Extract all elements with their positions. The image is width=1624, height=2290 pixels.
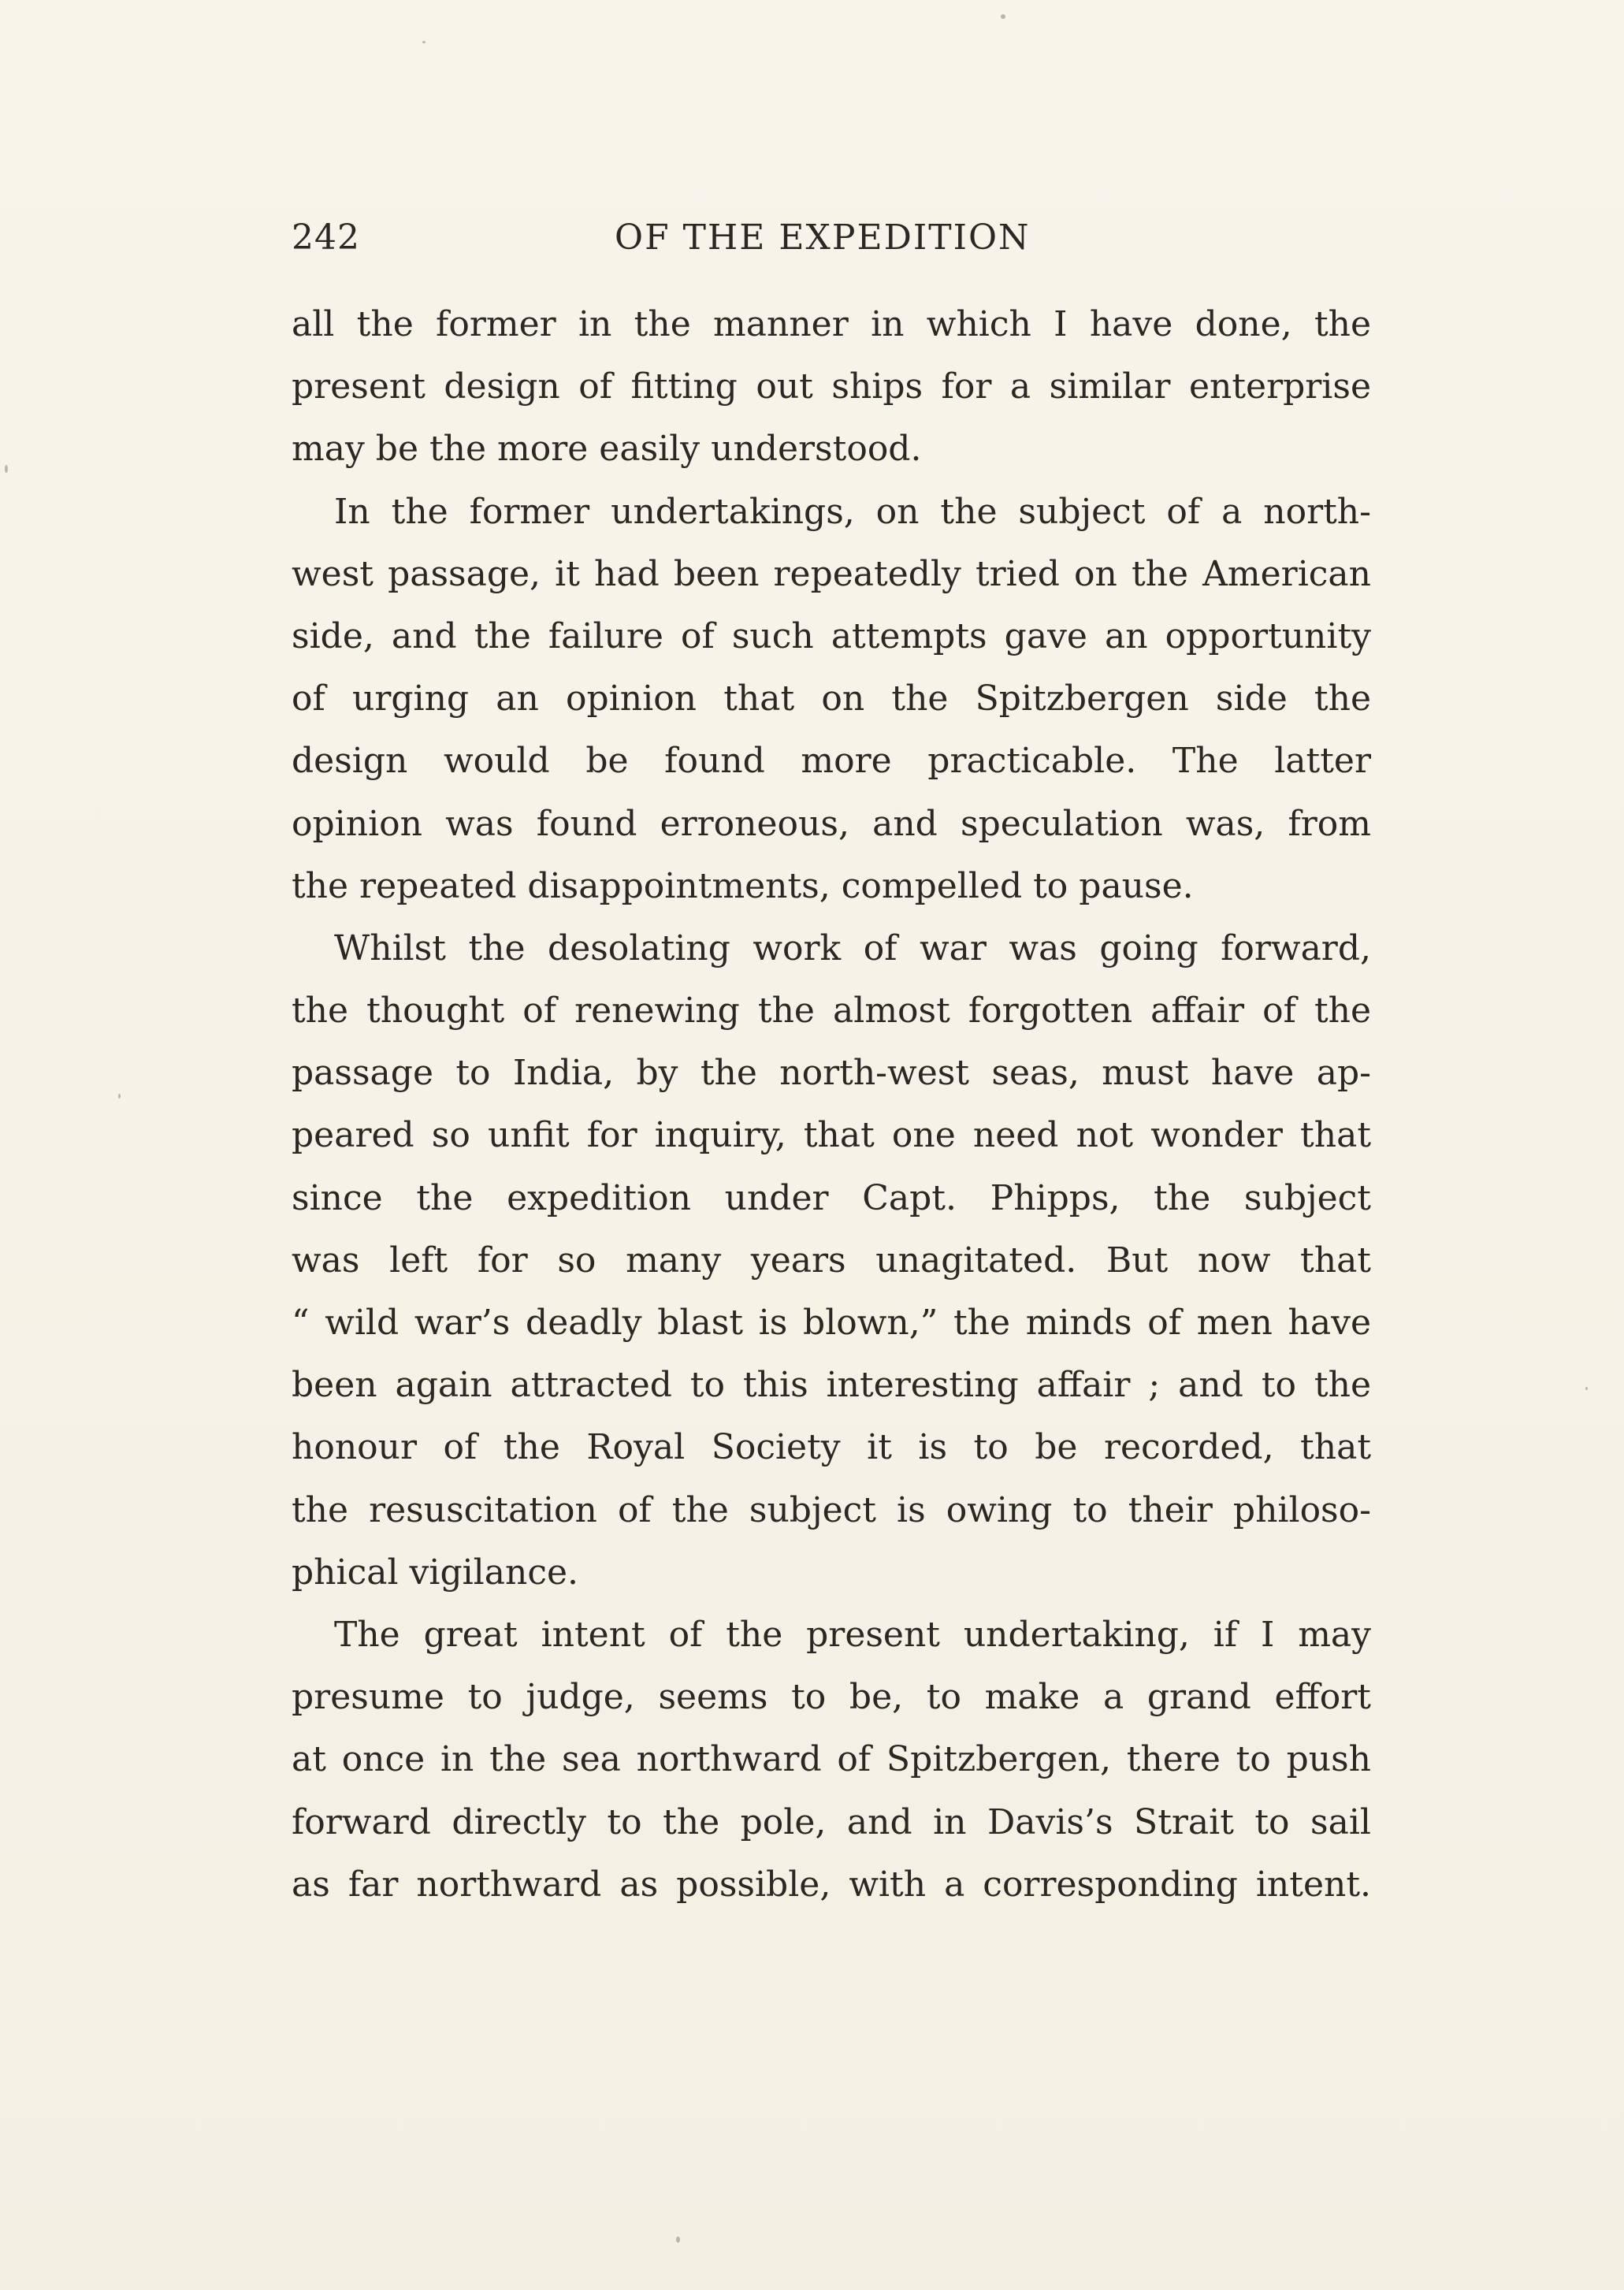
text-line: was left for so many years unagitated. But now that xyxy=(292,1240,1371,1281)
text-line: opinion was found erroneous, and speculation was, from xyxy=(292,803,1371,844)
text-line: since the expedition under Capt. Phipps, the subject xyxy=(292,1177,1371,1218)
text-line: phical vigilance. xyxy=(292,1552,578,1593)
text-line: peared so unfit for inquiry, that one need not wonder that xyxy=(292,1115,1371,1156)
running-head-title: OF THE EXPEDITION xyxy=(615,217,1031,258)
text-line: present design of fitting out ships for a similar enterprise xyxy=(292,366,1371,407)
paper-speck xyxy=(118,1094,121,1099)
text-line: In the former undertakings, on the subject of a north- xyxy=(334,491,1371,532)
text-line: forward directly to the pole, and in Davis’s Strait to sail xyxy=(292,1801,1371,1842)
text-line: west passage, it had been repeatedly tried on the American xyxy=(292,553,1371,594)
text-line: passage to India, by the north-west seas, must have ap- xyxy=(292,1053,1371,1094)
text-line: all the former in the manner in which I have done, the xyxy=(292,304,1371,344)
text-line: as far northward as possible, with a corresponding intent. xyxy=(292,1864,1371,1905)
text-line: the repeated disappointments, compelled to pause. xyxy=(292,865,1194,906)
text-line: the resuscitation of the subject is owing to their philoso- xyxy=(292,1489,1371,1530)
text-line: design would be found more practicable. The latter xyxy=(292,741,1371,782)
text-line: side, and the failure of such attempts gave an opportunity xyxy=(292,615,1371,656)
text-line: “ wild war’s deadly blast is blown,” the minds of men have xyxy=(292,1303,1371,1343)
text-line: of urging an opinion that on the Spitzbergen side the xyxy=(292,678,1371,719)
body-text xyxy=(292,293,1371,1916)
text-line: presume to judge, seems to be, to make a grand effort xyxy=(292,1677,1371,1718)
paper-speck xyxy=(1001,14,1005,19)
text-line: honour of the Royal Society it is to be recorded, that xyxy=(292,1427,1371,1468)
text-line: Whilst the desolating work of war was going forward, xyxy=(334,928,1371,968)
text-line: The great intent of the present undertaking, if I may xyxy=(334,1614,1371,1655)
paper-speck xyxy=(5,465,8,473)
text-line: the thought of renewing the almost forgotten affair of the xyxy=(292,991,1371,1032)
paper-speck xyxy=(422,41,426,43)
paper-speck xyxy=(676,2236,680,2243)
running-head xyxy=(292,206,1371,270)
text-line: at once in the sea northward of Spitzbergen, there to push xyxy=(292,1739,1371,1780)
text-line: may be the more easily understood. xyxy=(292,429,922,470)
paper-speck xyxy=(1585,1387,1588,1390)
text-line: been again attracted to this interesting affair ; and to the xyxy=(292,1365,1371,1406)
page-number: 242 xyxy=(292,217,360,258)
